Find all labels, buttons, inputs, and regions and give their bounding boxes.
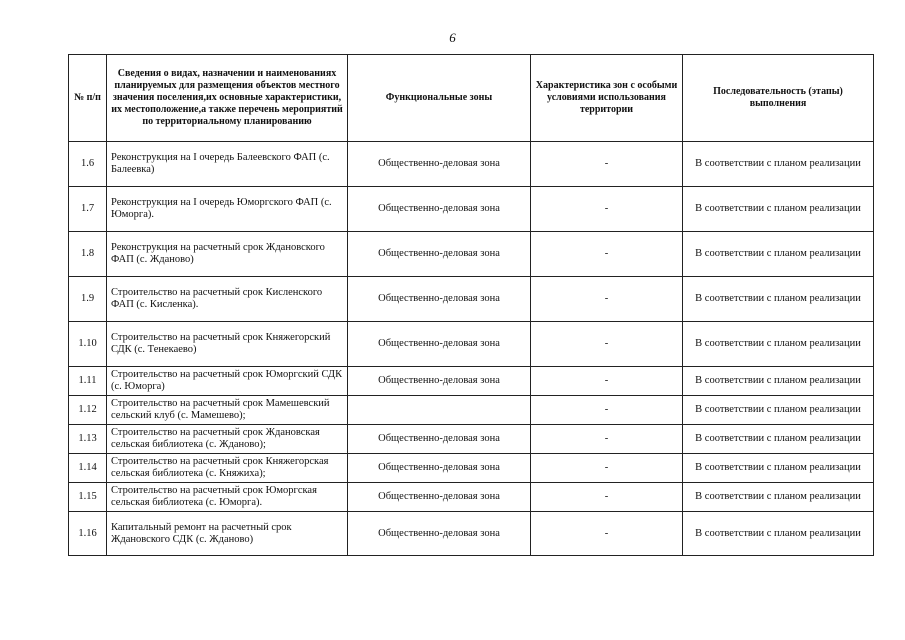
row-number: 1.10 xyxy=(69,322,107,367)
row-description: Строительство на расчетный срок Кисленского ФАП (с. Кисленка). xyxy=(107,277,348,322)
row-characteristics: - xyxy=(531,367,683,396)
row-zone: Общественно-деловая зона xyxy=(348,277,531,322)
row-number: 1.8 xyxy=(69,232,107,277)
row-number: 1.12 xyxy=(69,396,107,425)
row-number: 1.9 xyxy=(69,277,107,322)
row-number: 1.15 xyxy=(69,483,107,512)
row-description: Реконструкция на расчетный срок Ждановского ФАП (с. Жданово) xyxy=(107,232,348,277)
row-zone: Общественно-деловая зона xyxy=(348,367,531,396)
header-functional-zones: Функциональные зоны xyxy=(348,55,531,142)
row-characteristics: - xyxy=(531,512,683,556)
row-number: 1.6 xyxy=(69,142,107,187)
row-zone: Общественно-деловая зона xyxy=(348,322,531,367)
row-zone: Общественно-деловая зона xyxy=(348,512,531,556)
table-row xyxy=(69,396,874,425)
row-phase: В соответствии с планом реализации xyxy=(683,232,874,277)
row-number: 1.16 xyxy=(69,512,107,556)
row-description: Строительство на расчетный срок Княжегорский СДК (с. Тенекаево) xyxy=(107,322,348,367)
row-phase: В соответствии с планом реализации xyxy=(683,322,874,367)
row-phase: В соответствии с планом реализации xyxy=(683,142,874,187)
row-description: Строительство на расчетный срок Мамешевский сельский клуб (с. Мамешево); xyxy=(107,396,348,425)
header-num: № п/п xyxy=(69,55,107,142)
row-description: Строительство на расчетный срок Юморгский СДК (с. Юморга) xyxy=(107,367,348,396)
row-zone: Общественно-деловая зона xyxy=(348,425,531,454)
row-phase: В соответствии с планом реализации xyxy=(683,277,874,322)
header-description: Сведения о видах, назначении и наименованиях планируемых для размещения объектов местного значения поселения,их основные характеристики, их местоположение,а также перечень мероприятий по территориальному планированию xyxy=(107,55,348,142)
row-description: Капитальный ремонт на расчетный срок Ждановского СДК (с. Жданово) xyxy=(107,512,348,556)
planning-table xyxy=(68,54,874,556)
page-number: 6 xyxy=(449,30,456,45)
row-phase: В соответствии с планом реализации xyxy=(683,425,874,454)
row-characteristics: - xyxy=(531,322,683,367)
row-characteristics: - xyxy=(531,454,683,483)
header-zone-characteristics: Характеристика зон с особыми условиями использования территории xyxy=(531,55,683,142)
row-characteristics: - xyxy=(531,142,683,187)
header-phases: Последовательность (этапы) выполнения xyxy=(683,55,874,142)
row-number: 1.14 xyxy=(69,454,107,483)
row-description: Строительство на расчетный срок Ждановская сельская библиотека (с. Жданово); xyxy=(107,425,348,454)
table-row xyxy=(69,454,874,483)
table-row xyxy=(69,142,874,187)
table-row xyxy=(69,367,874,396)
row-description: Строительство на расчетный срок Княжегорская сельская библиотека (с. Княжиха); xyxy=(107,454,348,483)
row-description: Строительство на расчетный срок Юморгская сельская библиотека (с. Юморга). xyxy=(107,483,348,512)
row-characteristics: - xyxy=(531,232,683,277)
row-phase: В соответствии с планом реализации xyxy=(683,454,874,483)
table-row xyxy=(69,512,874,556)
row-zone: Общественно-деловая зона xyxy=(348,187,531,232)
row-phase: В соответствии с планом реализации xyxy=(683,483,874,512)
row-zone: Общественно-деловая зона xyxy=(348,483,531,512)
row-characteristics: - xyxy=(531,277,683,322)
row-phase: В соответствии с планом реализации xyxy=(683,367,874,396)
table-row xyxy=(69,425,874,454)
row-phase: В соответствии с планом реализации xyxy=(683,187,874,232)
row-zone: Общественно-деловая зона xyxy=(348,454,531,483)
table-row xyxy=(69,232,874,277)
row-characteristics: - xyxy=(531,187,683,232)
row-zone: Общественно-деловая зона xyxy=(348,232,531,277)
row-zone: Общественно-деловая зона xyxy=(348,142,531,187)
row-zone xyxy=(348,396,531,425)
row-characteristics: - xyxy=(531,425,683,454)
row-number: 1.7 xyxy=(69,187,107,232)
table-header-row xyxy=(69,55,874,142)
table-row xyxy=(69,322,874,367)
row-number: 1.11 xyxy=(69,367,107,396)
row-description: Реконструкция на I очередь Юморгского ФАП (с. Юморга). xyxy=(107,187,348,232)
row-phase: В соответствии с планом реализации xyxy=(683,512,874,556)
row-phase: В соответствии с планом реализации xyxy=(683,396,874,425)
table-row xyxy=(69,187,874,232)
row-number: 1.13 xyxy=(69,425,107,454)
row-characteristics: - xyxy=(531,483,683,512)
row-characteristics: - xyxy=(531,396,683,425)
table-row xyxy=(69,483,874,512)
table-row xyxy=(69,277,874,322)
row-description: Реконструкция на I очередь Балеевского ФАП (с. Балеевка) xyxy=(107,142,348,187)
